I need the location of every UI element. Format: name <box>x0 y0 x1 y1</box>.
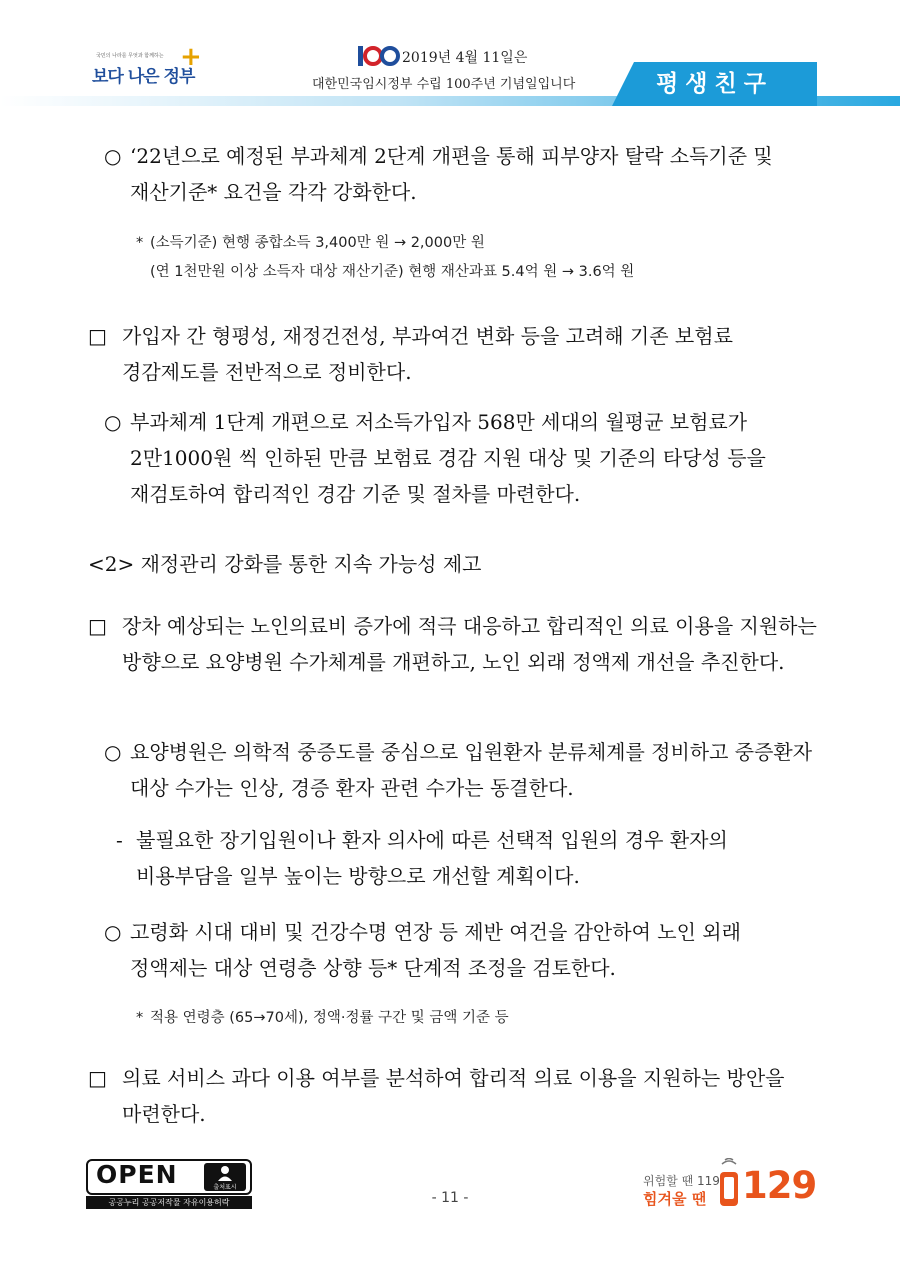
header-tab-label: 평생친구 <box>656 71 773 97</box>
centennial-emblem-icon <box>356 44 400 68</box>
anniversary-line-1: 2019년 4월 11일은 <box>402 50 528 66</box>
logo-plus-mark: + <box>180 42 202 72</box>
footnote-line: (연 1천만원 이상 소득자 대상 재산기준) 현행 재산과표 5.4억 원 → 3.6억 원 <box>150 264 635 280</box>
page-header <box>0 0 900 112</box>
square-bullet-marker: □ <box>88 1066 107 1090</box>
box-paragraph-3 <box>88 1060 822 1132</box>
anniversary-line-2: 대한민국임시정부 수립 100주년 기념일입니다 <box>312 77 576 92</box>
box-paragraph-2 <box>88 608 822 680</box>
circle-bullet-marker: ○ <box>104 920 122 944</box>
phone-icon <box>716 1158 742 1210</box>
footnote-star: * <box>136 235 144 251</box>
circle-bullet-marker: ○ <box>104 740 122 764</box>
logo-tagline: 국민의 나라를 무엇과 함께하는 <box>96 53 164 59</box>
square-bullet-marker: □ <box>88 324 107 348</box>
person-icon <box>204 1163 246 1183</box>
paragraph-text: 가입자 간 형평성, 재정건전성, 부과여건 변화 등을 고려해 기존 보험료 경감제도를 전반적으로 정비한다. <box>122 324 733 384</box>
footnote-star: * <box>136 1010 144 1026</box>
box-paragraph-1 <box>88 318 822 390</box>
hotline-line-2: 힘겨울 땐 <box>643 1190 707 1208</box>
bullet-paragraph-4 <box>104 914 820 986</box>
paragraph-text: 불필요한 장기입원이나 환자 의사에 따른 선택적 입원의 경우 환자의 비용부담을 일부 높이는 방향으로 개선할 계획이다. <box>136 828 728 888</box>
circle-bullet-marker: ○ <box>104 410 122 434</box>
paragraph-text: 고령화 시대 대비 및 건강수명 연장 등 제반 여건을 감안하여 노인 외래 정액제는 대상 연령층 상향 등* 단계적 조정을 검토한다. <box>130 920 741 980</box>
page-number: - 11 - <box>431 1190 469 1206</box>
logo-name: 보다 나은 정부 <box>92 67 195 87</box>
footnote-line: (소득기준) 현행 종합소득 3,400만 원 → 2,000만 원 <box>150 235 485 251</box>
footnote-line: 적용 연령층 (65→70세), 정액·정률 구간 및 금액 기준 등 <box>150 1010 509 1026</box>
attribution-label: 출처표시 <box>213 1184 237 1191</box>
bullet-paragraph-2 <box>104 404 820 512</box>
circle-bullet-marker: ○ <box>104 144 122 168</box>
paragraph-text: ‘22년으로 예정된 부과체계 2단계 개편을 통해 피부양자 탈락 소득기준 및 재산기준* 요건을 각각 강화한다. <box>130 144 773 204</box>
footnote-1 <box>136 229 830 287</box>
hotline-number: 129 <box>742 1164 817 1207</box>
section-heading: <2> 재정관리 강화를 통한 지속 가능성 제고 <box>88 552 482 576</box>
paragraph-text: 장차 예상되는 노인의료비 증가에 적극 대응하고 합리적인 의료 이용을 지원하는 방향으로 요양병원 수가체계를 개편하고, 노인 외래 정액제 개선을 추진한다. <box>122 614 817 674</box>
bullet-paragraph-3 <box>104 734 820 806</box>
hotline-line-1: 위험할 땐 119 <box>643 1174 720 1188</box>
footnote-2 <box>136 1004 830 1033</box>
paragraph-text: 의료 서비스 과다 이용 여부를 분석하여 합리적 의료 이용을 지원하는 방안을 마련한다. <box>122 1066 785 1126</box>
paragraph-text: 부과체계 1단계 개편으로 저소득가입자 568만 세대의 월평균 보험료가 2만1000원 씩 인하된 만큼 보험료 경감 지원 대상 및 기준의 타당성 등을 재검토하여 합리적인 경감 기준 및 절차를 마련한다. <box>130 410 766 506</box>
square-bullet-marker: □ <box>88 614 107 638</box>
open-license-word: OPEN <box>96 1160 178 1189</box>
paragraph-text: 요양병원은 의학적 중증도를 중심으로 입원환자 분류체계를 정비하고 중증환자 대상 수가는 인상, 경증 환자 관련 수가는 동결한다. <box>130 740 813 800</box>
dash-paragraph <box>116 822 820 894</box>
open-license-caption: 공공누리 공공저작물 자유이용허락 <box>108 1198 230 1207</box>
dash-marker: - <box>116 828 123 852</box>
bullet-paragraph-1 <box>104 138 820 210</box>
